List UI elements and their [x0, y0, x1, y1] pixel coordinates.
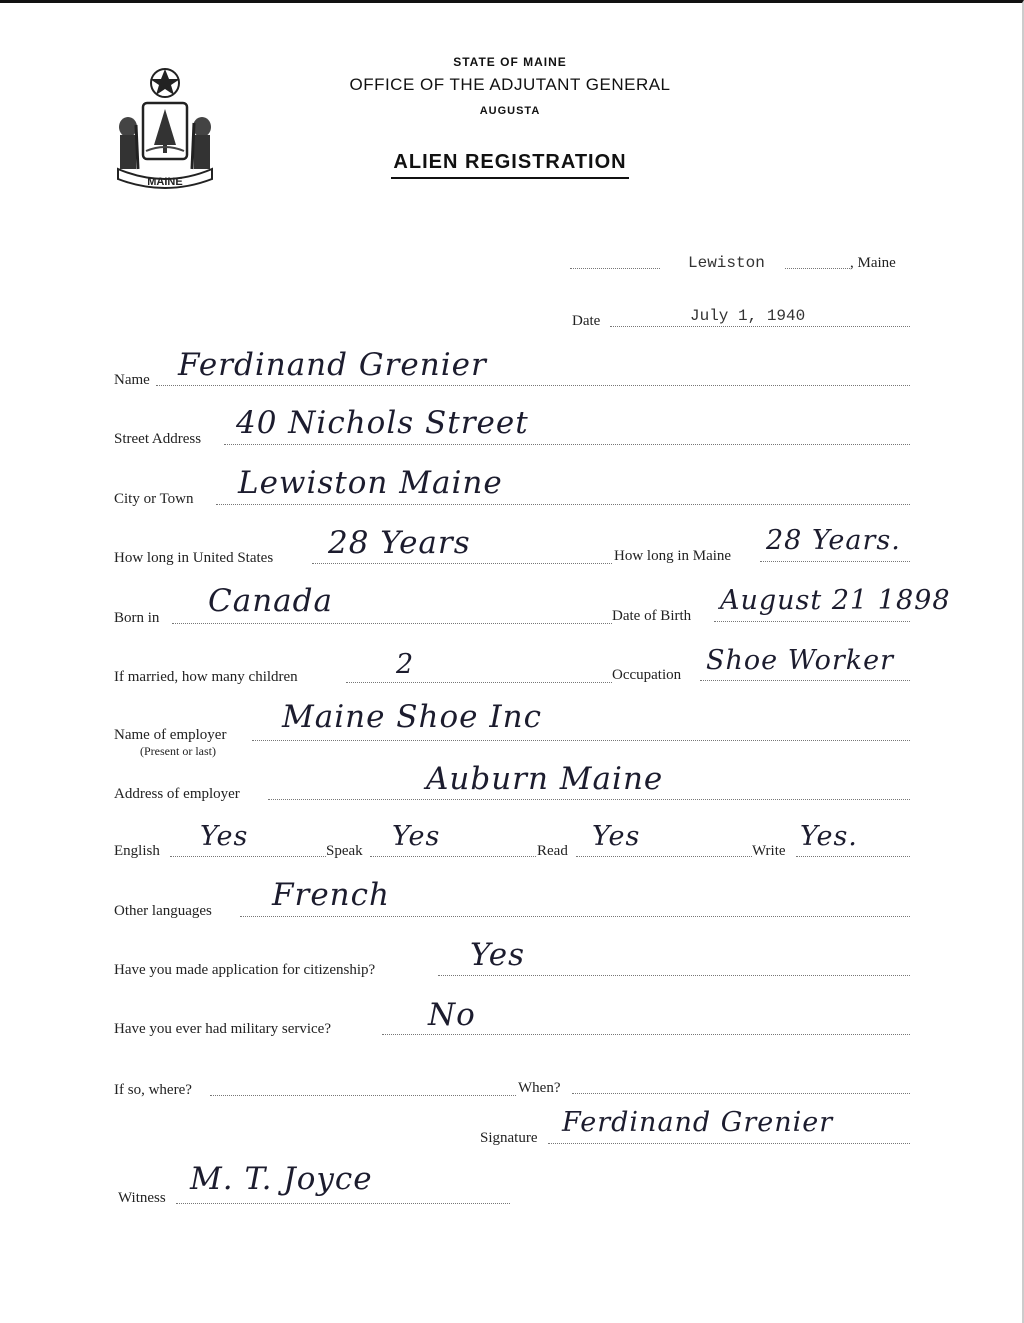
when-label: When?	[518, 1080, 561, 1096]
dob-label: Date of Birth	[612, 608, 692, 624]
employer-address-value: Auburn Maine	[426, 761, 664, 797]
other-languages-label: Other languages	[114, 903, 212, 919]
speak-value: Yes	[392, 821, 441, 852]
born-line	[172, 623, 612, 624]
speak-line	[370, 856, 536, 857]
occupation-label: Occupation	[612, 667, 682, 683]
read-line	[576, 856, 752, 857]
city-label: City or Town	[114, 491, 194, 507]
street-label: Street Address	[114, 431, 202, 447]
employer-line	[252, 740, 910, 741]
form-title-text: ALIEN REGISTRATION	[391, 151, 628, 179]
read-value: Yes	[592, 821, 641, 852]
witness-value: M. T. Joyce	[190, 1161, 373, 1197]
employer-value: Maine Shoe Inc	[282, 699, 542, 735]
occupation-line	[700, 680, 910, 681]
dob-line	[714, 621, 910, 622]
military-line	[382, 1034, 910, 1035]
form-title	[290, 151, 730, 174]
speak-label: Speak	[326, 843, 363, 859]
english-line	[170, 856, 326, 857]
employer-address-line	[268, 799, 910, 800]
name-label: Name	[114, 372, 150, 388]
where-label: If so, where?	[114, 1082, 192, 1098]
date-label: Date	[572, 313, 601, 329]
date-value: July 1, 1940	[690, 307, 806, 325]
witness-label: Witness	[118, 1190, 166, 1206]
header-office: OFFICE OF THE ADJUTANT GENERAL	[349, 75, 671, 94]
street-value: 40 Nichols Street	[236, 405, 529, 441]
maine-line	[760, 561, 910, 562]
children-label: If married, how many children	[114, 669, 298, 685]
english-label: English	[114, 843, 160, 859]
header-city: AUGUSTA	[479, 105, 541, 117]
signature-label: Signature	[480, 1130, 538, 1146]
street-line	[224, 444, 910, 445]
citizenship-value: Yes	[470, 937, 526, 973]
seal-banner-text: MAINE	[147, 176, 183, 188]
read-label: Read	[537, 843, 568, 859]
occupation-value: Shoe Worker	[706, 645, 895, 676]
citizenship-line	[438, 975, 910, 976]
us-value: 28 Years	[328, 525, 471, 561]
employer-address-label: Address of employer	[114, 786, 240, 802]
city-value: Lewiston Maine	[238, 465, 503, 501]
other-languages-line	[240, 916, 910, 917]
citizenship-label: Have you made application for citizenship?	[114, 962, 376, 978]
location-dots	[570, 268, 660, 269]
location-city-value: Lewiston	[688, 254, 765, 272]
where-line	[210, 1095, 516, 1096]
signature-line	[548, 1143, 910, 1144]
write-label: Write	[752, 843, 786, 859]
born-value: Canada	[208, 583, 333, 619]
when-line	[572, 1093, 910, 1094]
us-label: How long in United States	[114, 550, 274, 566]
military-value: No	[428, 997, 476, 1033]
english-value: Yes	[200, 821, 249, 852]
employer-sublabel: (Present or last)	[140, 744, 216, 758]
date-line	[610, 326, 910, 327]
children-value: 2	[396, 649, 415, 680]
city-line	[216, 504, 910, 505]
born-label: Born in	[114, 610, 160, 626]
name-value: Ferdinand Grenier	[178, 347, 487, 383]
header-state: STATE OF MAINE	[453, 55, 567, 69]
write-value: Yes.	[800, 821, 858, 852]
state-seal-icon	[110, 65, 220, 193]
name-line	[156, 385, 910, 386]
military-label: Have you ever had military service?	[114, 1021, 331, 1037]
us-line	[312, 563, 612, 564]
location-suffix: , Maine	[850, 255, 896, 271]
maine-label: How long in Maine	[614, 548, 732, 564]
employer-label: Name of employer	[114, 727, 227, 743]
witness-line	[176, 1203, 510, 1204]
other-languages-value: French	[272, 877, 390, 913]
dob-value: August 21 1898	[720, 585, 951, 616]
location-dots-2	[785, 268, 850, 269]
signature-value: Ferdinand Grenier	[562, 1107, 834, 1138]
children-line	[346, 682, 612, 683]
maine-value: 28 Years.	[766, 525, 901, 556]
write-line	[796, 856, 910, 857]
